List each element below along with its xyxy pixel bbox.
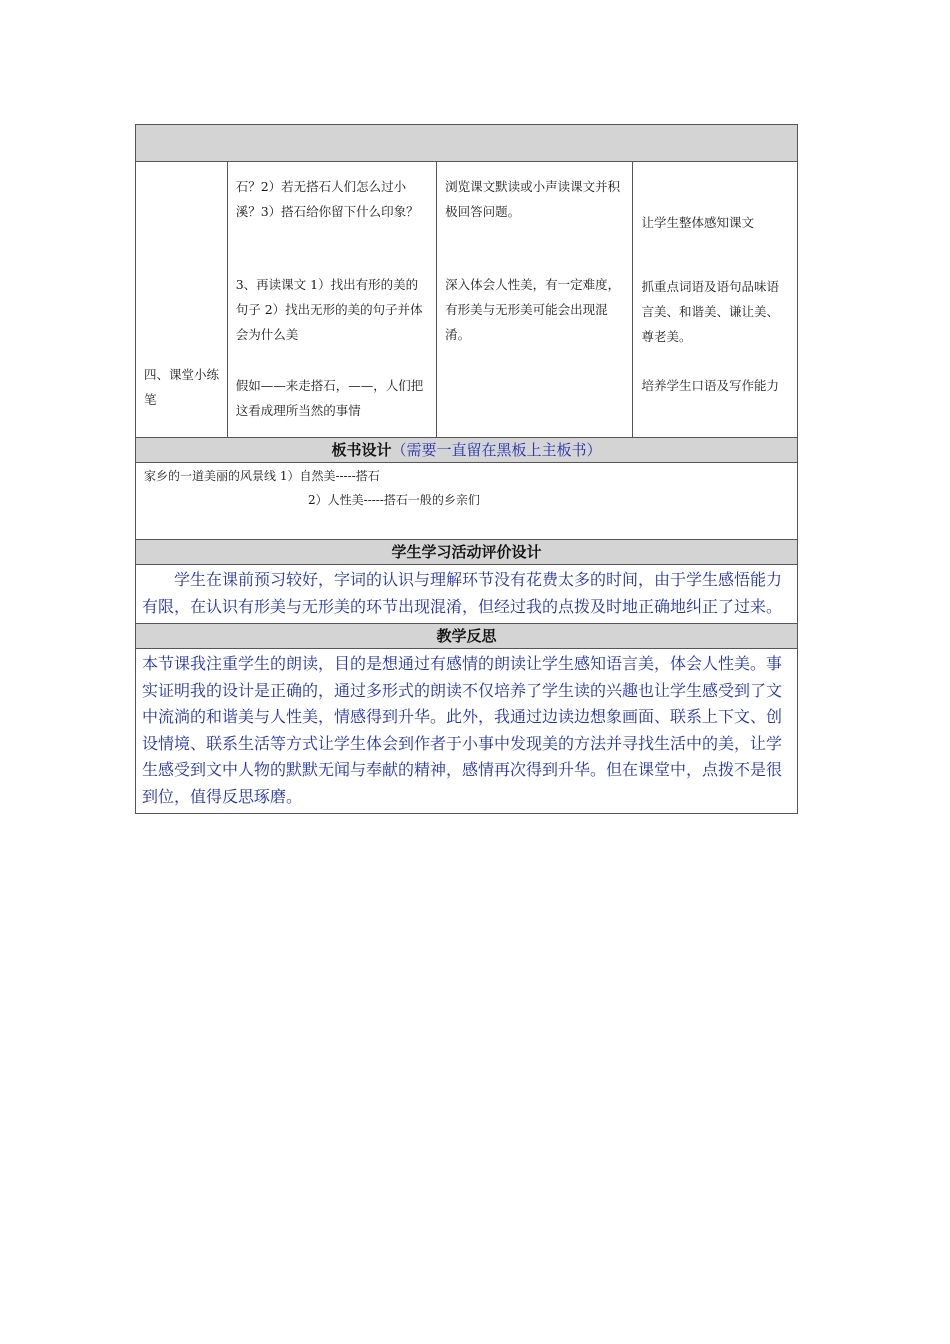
content-cell [228, 162, 437, 437]
design-intent-text-2: 抓重点词语及语句品味语言美、和谐美、谦让美、尊老美。 [641, 279, 779, 344]
design-intent-cell [633, 162, 797, 437]
student-activity-text-2: 深入体会人性美，有一定难度，有形美与无形美可能会出现混淆。 [445, 277, 621, 342]
activity-row [136, 162, 797, 438]
board-design-title: 板书设计 [331, 441, 392, 459]
evaluation-heading: 学生学习活动评价设计 [136, 540, 797, 565]
table-header-band [136, 125, 797, 162]
stage-cell [136, 162, 228, 437]
board-design-note: （需要一直留在黑板上主板书） [391, 441, 602, 459]
lesson-plan-table [135, 124, 798, 814]
student-activity-text-1: 浏览课文默读或小声读课文并积极回答问题。 [445, 179, 621, 219]
stage-label: 四、课堂小练笔 [144, 367, 220, 407]
board-design-heading [136, 438, 797, 463]
board-line-2: 2）人性美-----搭石一般的乡亲们 [308, 493, 480, 507]
content-question-text: 石？2）若无搭石人们怎么过小溪？3）搭石给你留下什么印象？ [235, 179, 419, 219]
content-reread-text: 3、再读课文 1）找出有形的美的句子 2）找出无形的美的句子并体会为什么美 [235, 277, 423, 342]
design-intent-text-3: 培养学生口语及写作能力 [641, 378, 779, 393]
reflection-heading: 教学反思 [136, 624, 797, 649]
reflection-text: 本节课我注重学生的朗读，目的是想通过有感情的朗读让学生感知语言美，体会人性美。事实证明我的设计是正确的，通过多形式的朗读不仅培养了学生读的兴趣也让学生感受到了文中流淌的和谐美与人性美，情感得到升华。此外，我通过边读边想象画面、联系上下文、创设情境、联系生活等方式让学生体会到作者于小事中发现美的方法并寻找生活中的美，让学生感受到文中人物的默默无闻与奉献的精神，感情再次得到升华。但在课堂中，点拨不是很到位，值得反思琢磨。 [142, 654, 783, 806]
student-activity-cell [437, 162, 633, 437]
content-practice-text: 假如——来走搭石，——，人们把这看成理所当然的事情 [235, 378, 424, 418]
board-line-1: 家乡的一道美丽的风景线 1）自然美-----搭石 [144, 469, 380, 483]
evaluation-text: 学生在课前预习较好，字词的认识与理解环节没有花费太多的时间，由于学生感悟能力有限，在认识有形美与无形美的环节出现混淆，但经过我的点拨及时地正确地纠正了过来。 [136, 565, 797, 624]
design-intent-text-1: 让学生整体感知课文 [641, 215, 754, 230]
board-design-content [136, 463, 797, 540]
